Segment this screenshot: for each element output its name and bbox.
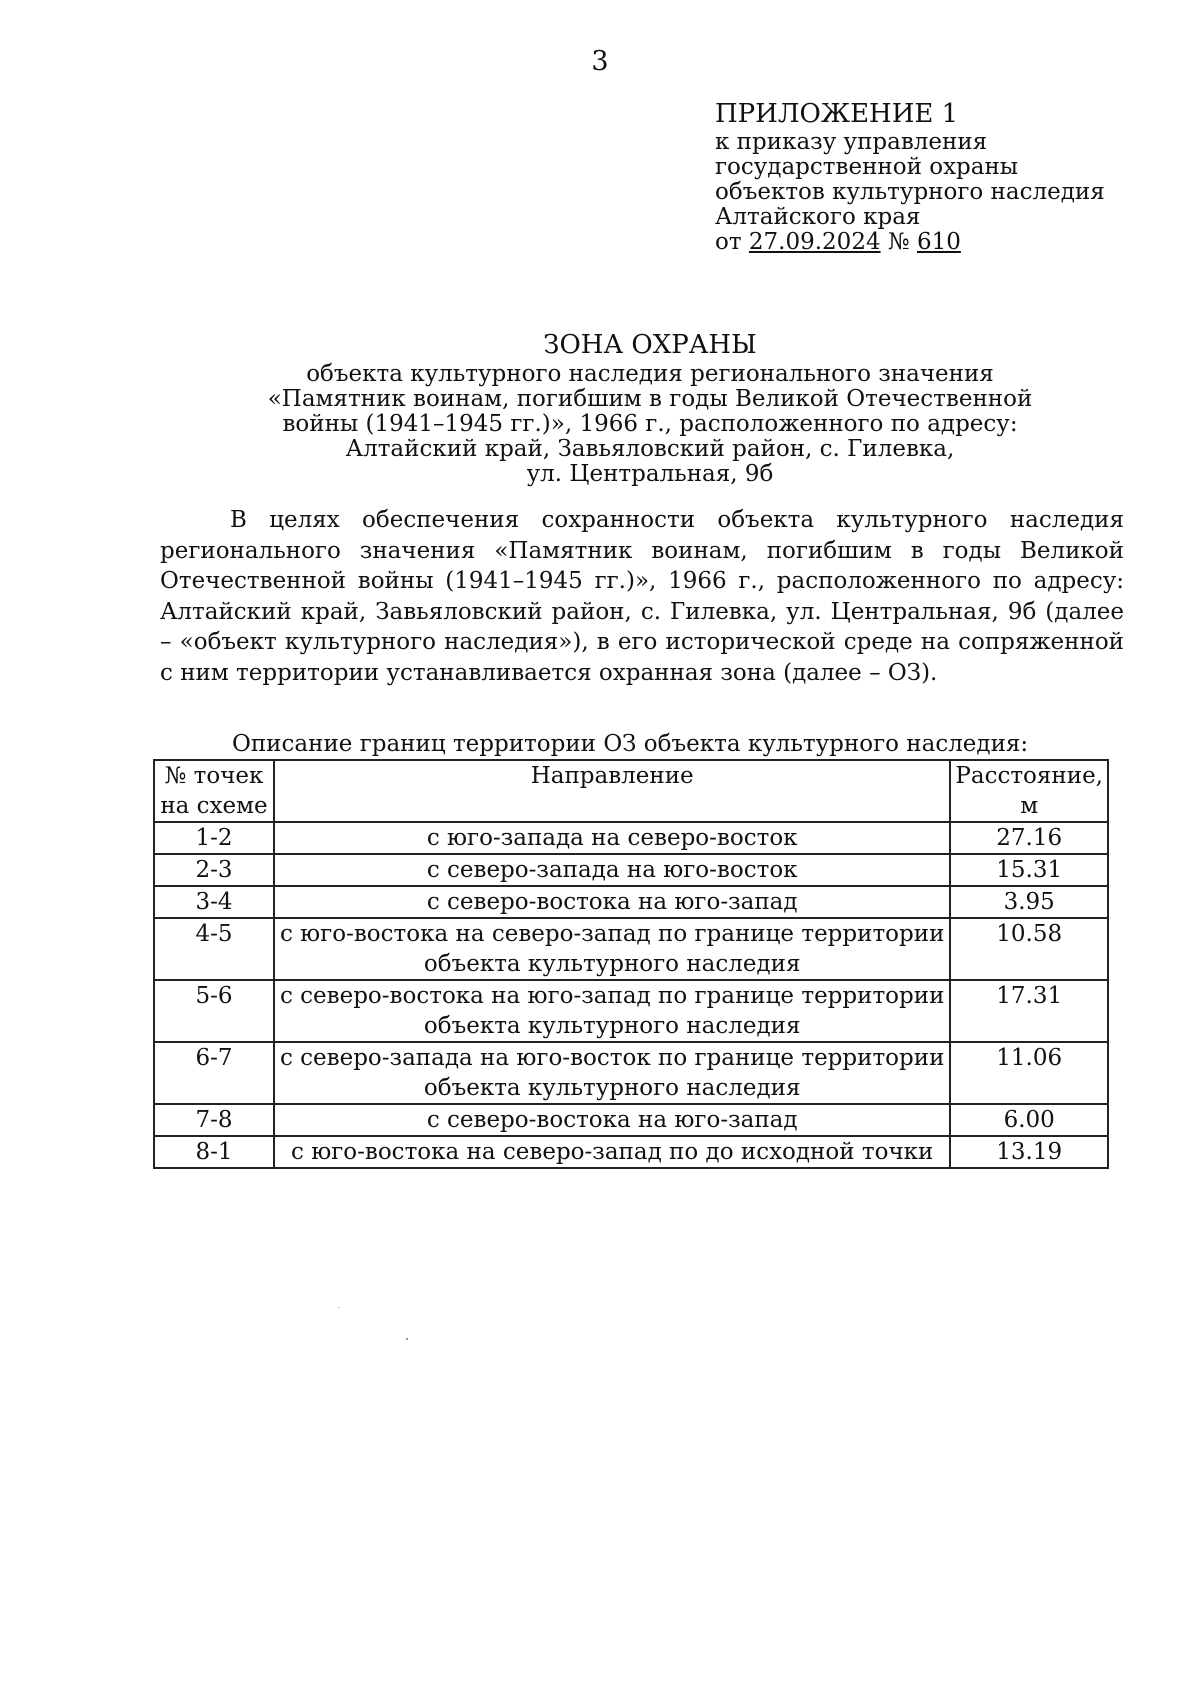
title-line: войны (1941–1945 гг.)», 1966 г., расположенного по адресу:: [282, 411, 1018, 437]
header-points: № точек на схеме: [154, 760, 274, 822]
title-line: «Памятник воинам, погибшим в годы Великой Отечественной: [267, 386, 1033, 412]
appendix-line: Алтайского края: [715, 204, 921, 230]
cell-direction: с северо-востока на юго-запад: [274, 1104, 950, 1136]
title-line: объекта культурного наследия регионального значения: [306, 361, 994, 387]
table-row: [154, 1104, 1108, 1136]
title-line: Алтайский край, Завьяловский район, с. Гилевка,: [345, 436, 955, 462]
cell-direction: с северо-востока на юго-запад: [274, 886, 950, 918]
cell-distance: 11.06: [950, 1042, 1108, 1104]
header-distance: Расстояние, м: [950, 760, 1108, 822]
appendix-date-line: [715, 230, 1105, 255]
cell-direction: с юго-востока на северо-запад по границе территории объекта культурного наследия: [274, 918, 950, 980]
scan-speck: [338, 1307, 339, 1308]
appendix-title: ПРИЛОЖЕНИЕ 1: [715, 99, 959, 129]
table-header-row: [154, 760, 1108, 822]
scan-speck: [406, 1338, 408, 1340]
cell-points: 5-6: [154, 980, 274, 1042]
cell-distance: 27.16: [950, 822, 1108, 854]
date-prefix: от: [715, 229, 742, 255]
cell-points: 8-1: [154, 1136, 274, 1168]
order-date: 27.09.2024: [748, 229, 881, 255]
table-caption: Описание границ территории ОЗ объекта культурного наследия:: [232, 731, 1029, 757]
appendix-line: государственной охраны: [715, 154, 1019, 180]
cell-points: 7-8: [154, 1104, 274, 1136]
table-row: [154, 980, 1108, 1042]
table-row: [154, 918, 1108, 980]
cell-direction: с северо-запада на юго-восток по границе территории объекта культурного наследия: [274, 1042, 950, 1104]
cell-points: 2-3: [154, 854, 274, 886]
cell-distance: 15.31: [950, 854, 1108, 886]
cell-distance: 13.19: [950, 1136, 1108, 1168]
table-row: [154, 1136, 1108, 1168]
table-row: [154, 1042, 1108, 1104]
order-number: 610: [916, 229, 961, 255]
table-row: [154, 822, 1108, 854]
page-number: 3: [591, 46, 609, 77]
appendix-block: [715, 98, 1105, 255]
cell-distance: 10.58: [950, 918, 1108, 980]
cell-direction: с юго-востока на северо-запад по до исходной точки: [274, 1136, 950, 1168]
cell-points: 6-7: [154, 1042, 274, 1104]
cell-distance: 6.00: [950, 1104, 1108, 1136]
body-paragraph: В целях обеспечения сохранности объекта культурного наследия регионального значения «Памятник воинам, погибшим в годы Великой Отечественной войны (1941–1945 гг.)», 1966 г., расположенного по адресу: Алтайский край, Завьяловский район, с. Гилевка, ул. Центральная, 9б (далее – «объект культурного наследия»), в его исторической среде на сопряженной с ним территории устанавливается охранная зона (далее – ОЗ).: [160, 507, 1124, 686]
cell-points: 3-4: [154, 886, 274, 918]
cell-direction: с северо-востока на юго-запад по границе территории объекта культурного наследия: [274, 980, 950, 1042]
cell-distance: 3.95: [950, 886, 1108, 918]
cell-points: 1-2: [154, 822, 274, 854]
cell-distance: 17.31: [950, 980, 1108, 1042]
cell-direction: с юго-запада на северо-восток: [274, 822, 950, 854]
table-row: [154, 886, 1108, 918]
title-line: ул. Центральная, 9б: [526, 461, 774, 487]
cell-direction: с северо-запада на юго-восток: [274, 854, 950, 886]
document-title: [160, 328, 1140, 487]
cell-points: 4-5: [154, 918, 274, 980]
appendix-line: к приказу управления: [715, 129, 988, 155]
table-row: [154, 854, 1108, 886]
title-heading: ЗОНА ОХРАНЫ: [543, 330, 757, 360]
boundary-table: [153, 759, 1109, 1169]
body-text: [160, 505, 1124, 688]
appendix-line: объектов культурного наследия: [715, 179, 1105, 205]
header-direction: Направление: [274, 760, 950, 822]
number-sign: №: [887, 229, 910, 255]
